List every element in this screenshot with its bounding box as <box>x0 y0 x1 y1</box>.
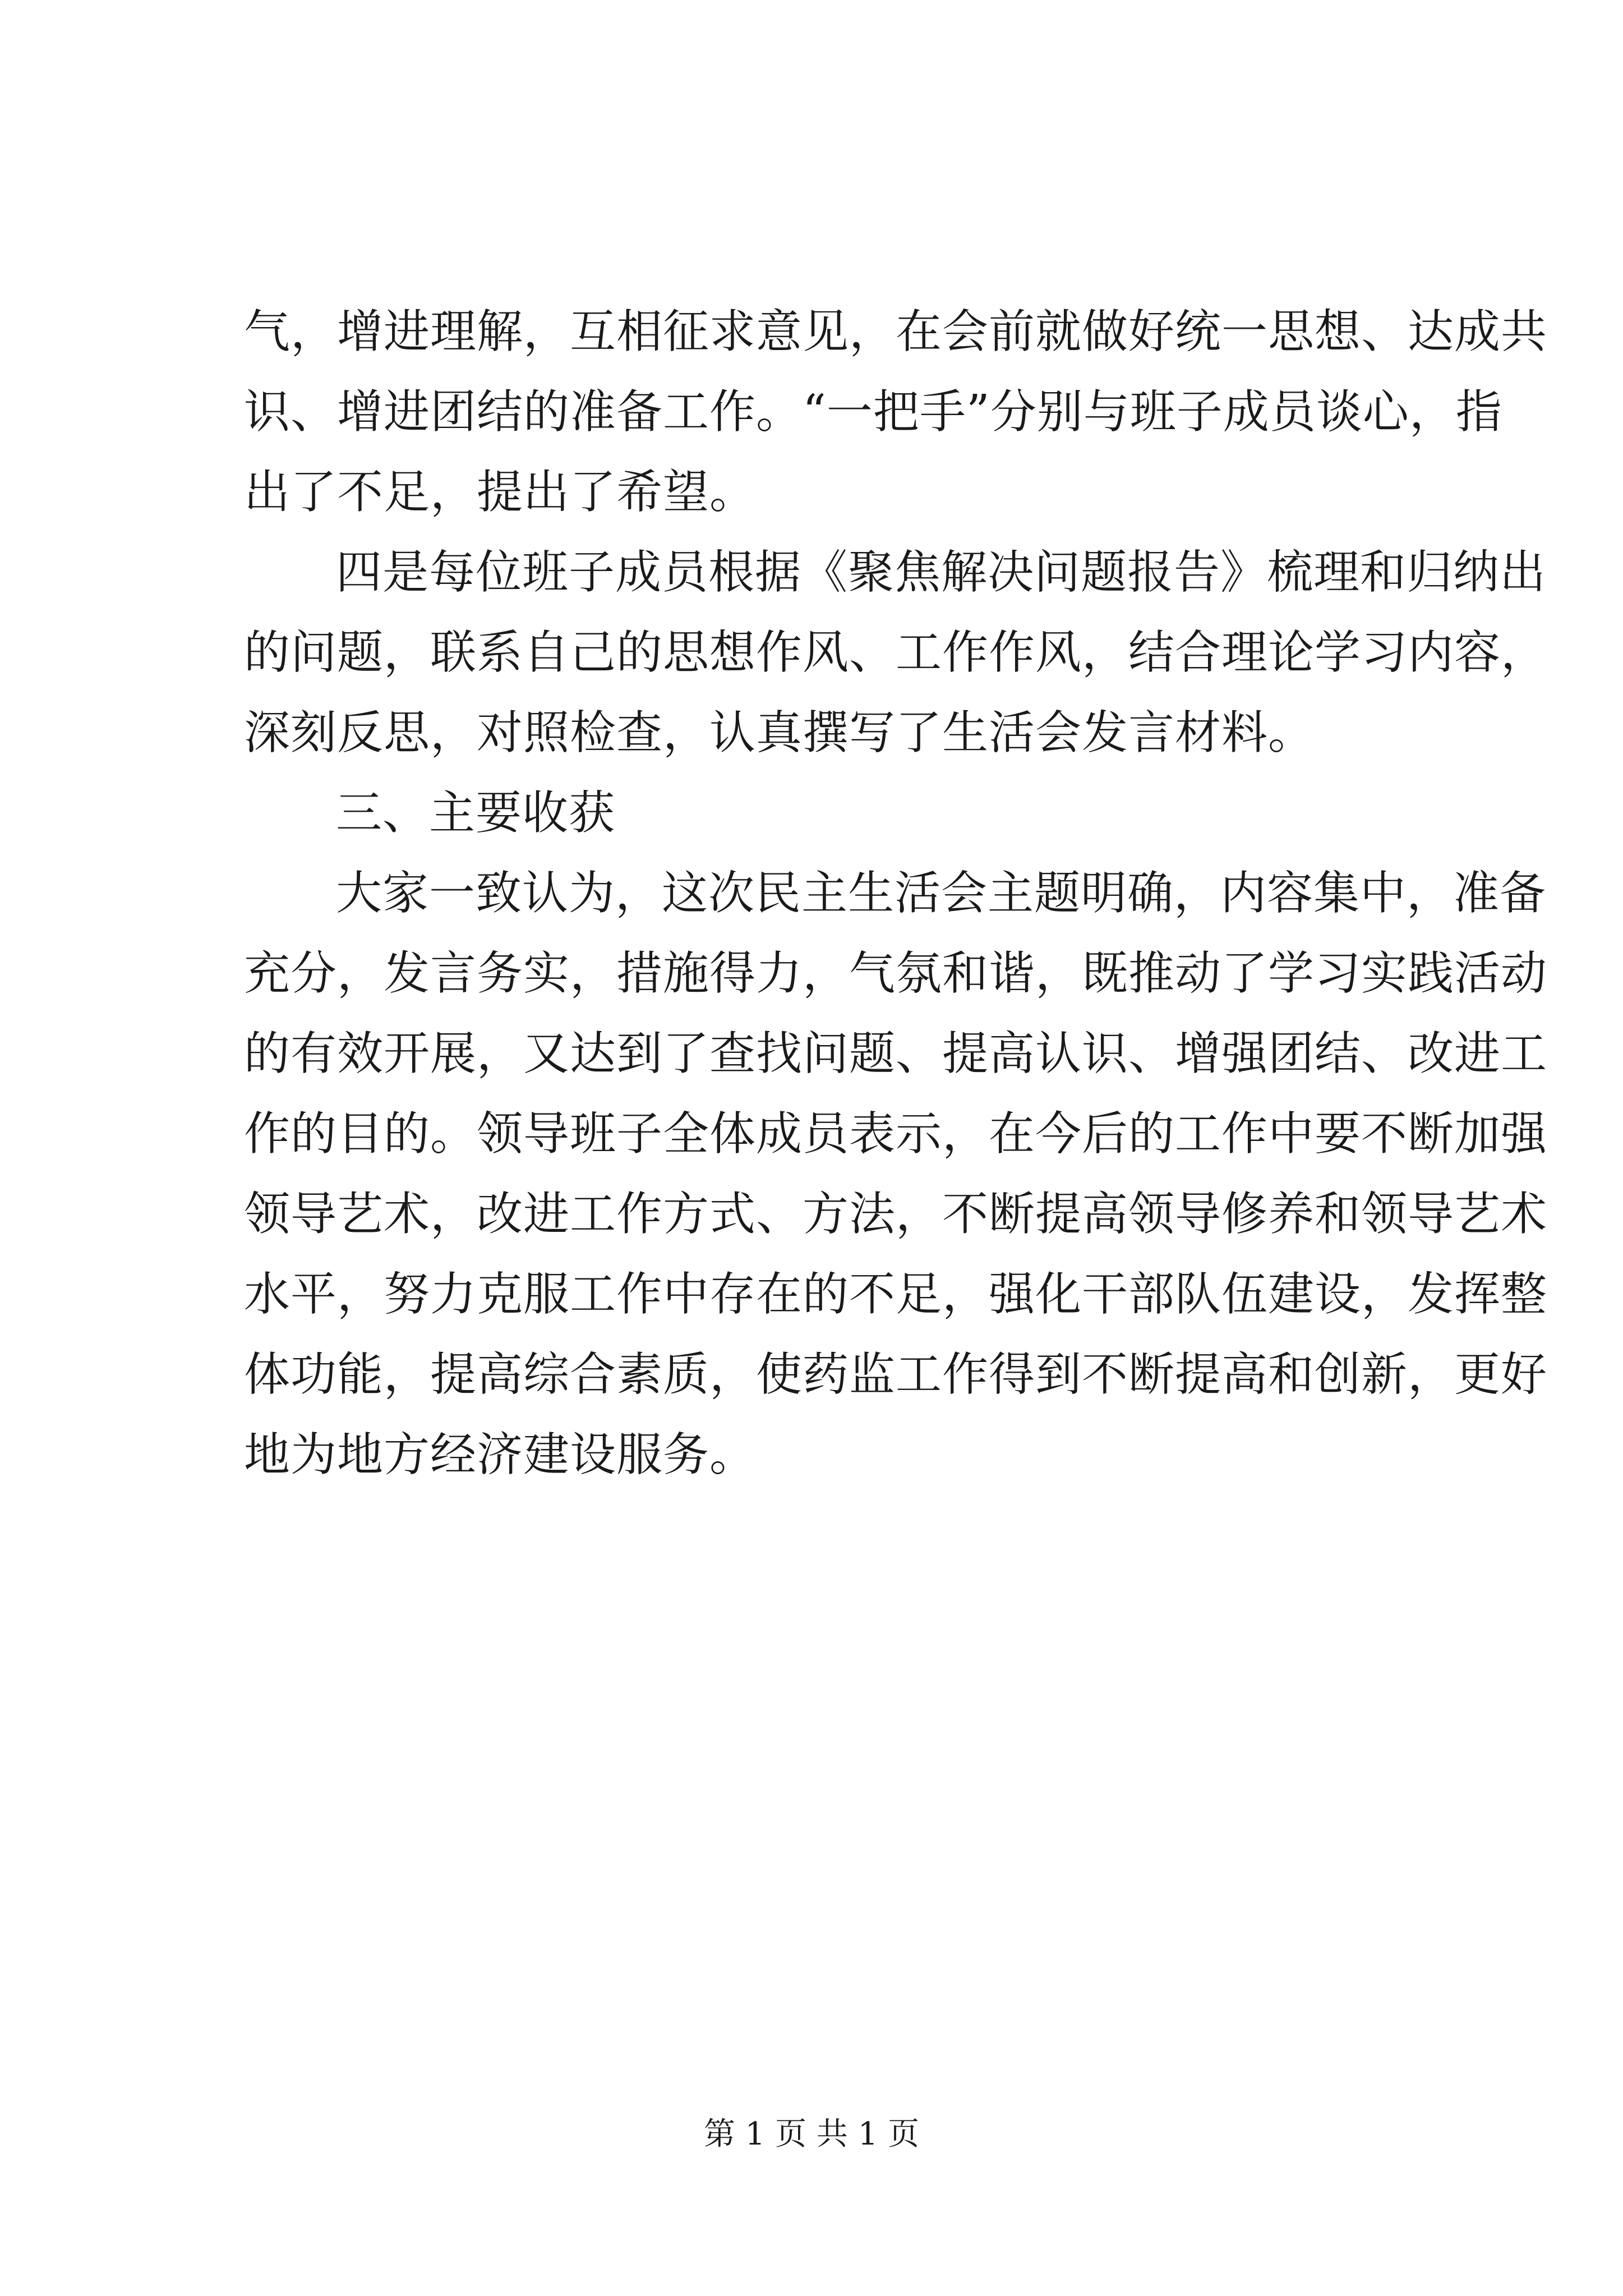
paragraph-2 <box>244 532 1548 773</box>
text-line: 领导艺术，改进工作方式、方法，不断提高领导修养和领导艺术 <box>244 1188 1548 1241</box>
text-line: 识、增进团结的准备工作。“一把手”分别与班子成员谈心，指 <box>244 385 1502 439</box>
text-line: 大家一致认为，这次民主生活会主题明确，内容集中，准备 <box>336 867 1547 920</box>
text-line: 四是每位班子成员根据《聚焦解决问题报告》梳理和归纳出 <box>336 546 1547 599</box>
paragraph-1 <box>244 292 1548 532</box>
text-line: 作的目的。领导班子全体成员表示，在今后的工作中要不断加强 <box>244 1107 1548 1161</box>
page-number-label: 第 1 页 共 1 页 <box>703 2116 920 2152</box>
text-line: 体功能，提高综合素质，使药监工作得到不断提高和创新，更好 <box>244 1348 1548 1401</box>
text-line: 的有效开展，又达到了查找问题、提高认识、增强团结、改进工 <box>244 1027 1548 1080</box>
page-footer <box>0 2115 1623 2154</box>
paragraph-3 <box>244 853 1548 1495</box>
document-body <box>244 292 1548 1495</box>
text-line: 深刻反思，对照检查，认真撰写了生活会发言材料。 <box>244 706 1315 760</box>
text-line: 地为地方经济建设服务。 <box>244 1428 757 1481</box>
text-line: 水平，努力克服工作中存在的不足，强化干部队伍建设，发挥整 <box>244 1268 1548 1321</box>
heading-text: 三、主要收获 <box>336 786 616 840</box>
section-heading <box>244 773 1422 853</box>
text-line: 充分，发言务实，措施得力，气氛和谐，既推动了学习实践活动 <box>244 947 1548 1000</box>
text-line: 气，增进理解，互相征求意见，在会前就做好统一思想、达成共 <box>244 305 1548 358</box>
text-line: 的问题，联系自己的思想作风、工作作风，结合理论学习内容， <box>244 626 1548 679</box>
text-line: 出了不足，提出了希望。 <box>244 466 757 519</box>
